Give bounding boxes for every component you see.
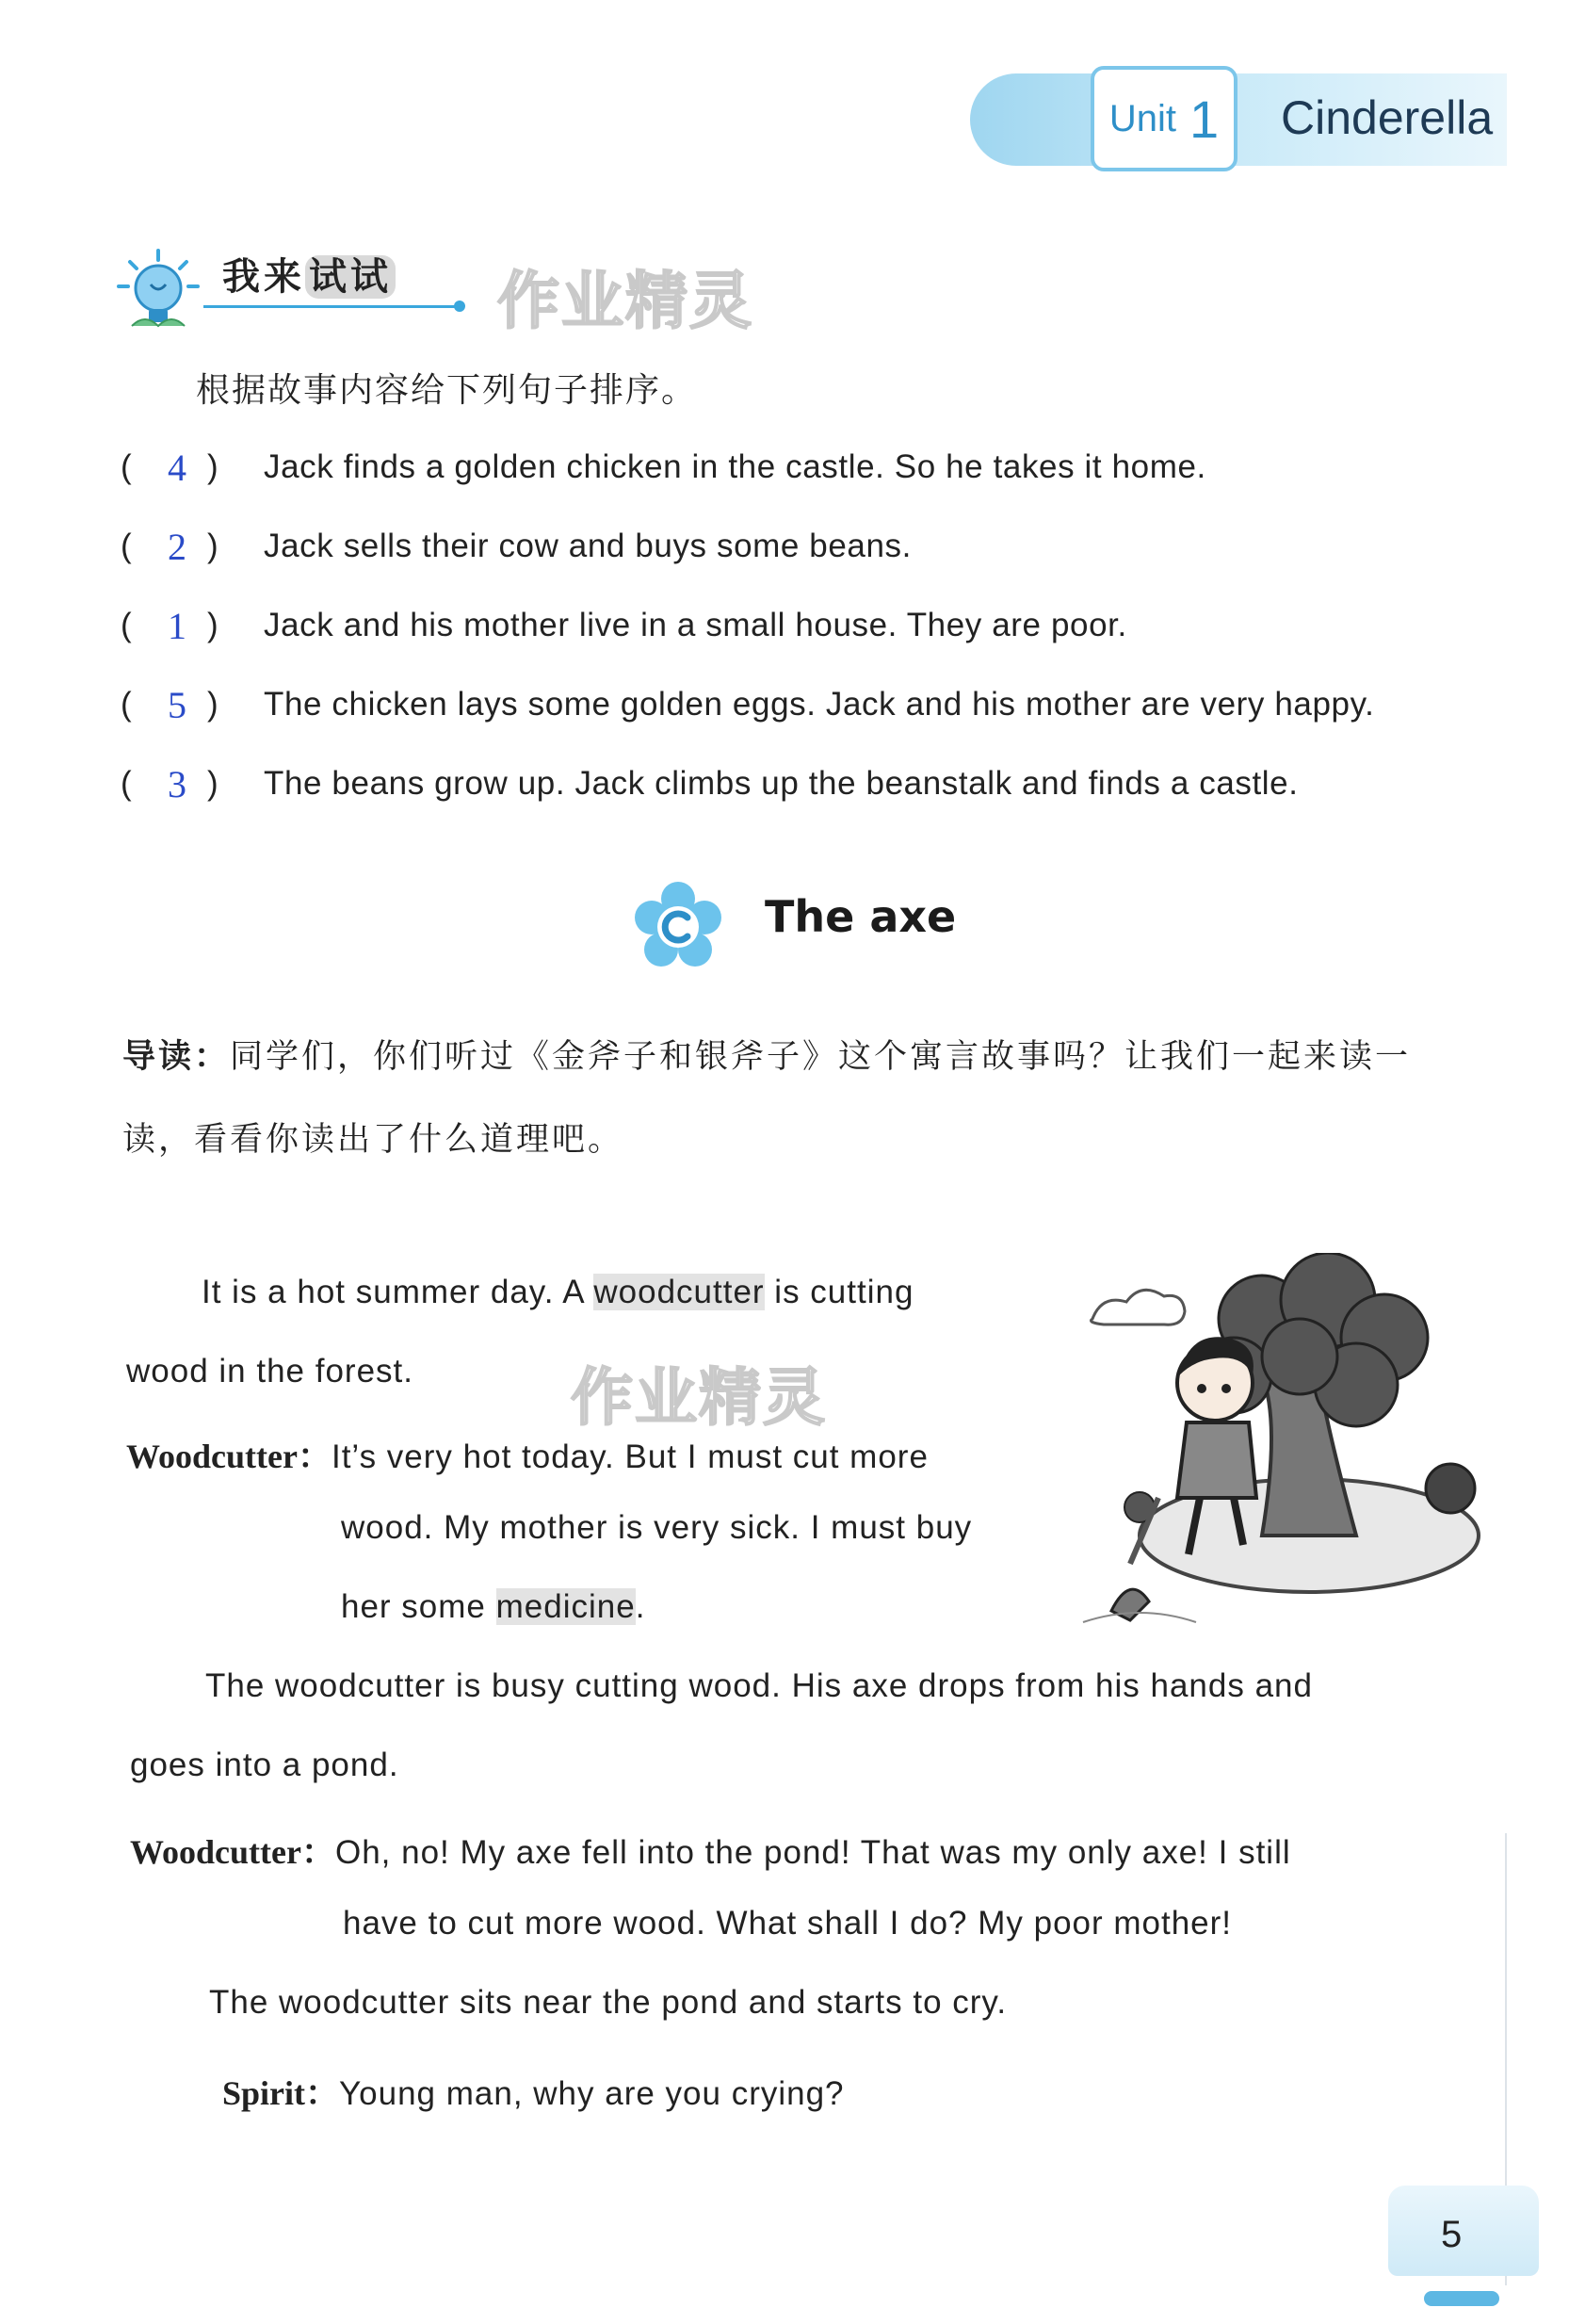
section-heading	[222, 247, 396, 301]
section-heading-part1: 我来	[222, 255, 305, 299]
answer-value: 3	[168, 762, 186, 805]
dialogue-line: have to cut more wood. What shall I do? My poor mother!	[343, 1905, 1233, 1942]
heading-underline	[203, 305, 460, 308]
story-line: wood in the forest.	[126, 1353, 413, 1390]
unit-badge	[1091, 66, 1237, 171]
speaker-name: Woodcutter：	[126, 1438, 332, 1475]
order-sentence: Jack and his mother live in a small house. They are poor.	[264, 607, 1127, 643]
vocab-highlight: medicine	[495, 1588, 636, 1625]
answer-value: 1	[168, 604, 186, 647]
watermark: 作业精灵	[571, 1361, 827, 1434]
dialogue-line: Woodcutter：It’s very hot today. But I must cut more	[126, 1438, 929, 1475]
order-item: ( 5 ) The chicken lays some golden eggs. Jack and his mother are very happy.	[121, 683, 1375, 726]
story-line: It is a hot summer day. A woodcutter is cutting	[202, 1274, 914, 1310]
order-item: ( 2 ) Jack sells their cow and buys some beans.	[121, 525, 912, 568]
instruction: 根据故事内容给下列句子排序。	[196, 371, 698, 410]
unit-number: 1	[1189, 89, 1220, 149]
dialogue-line: her some medicine.	[341, 1588, 646, 1625]
lightbulb-icon	[113, 247, 203, 337]
watermark: 作业精灵	[497, 265, 753, 337]
section-heading-part2: 试试	[305, 255, 396, 299]
unit-title: Cinderella	[1281, 91, 1494, 144]
story-line: goes into a pond.	[130, 1747, 399, 1783]
answer-value: 4	[168, 446, 186, 489]
flower-icon	[633, 880, 723, 970]
answer-value: 2	[168, 525, 186, 568]
order-sentence: The beans grow up. Jack climbs up the beanstalk and finds a castle.	[264, 765, 1299, 802]
intro-line: 读，看看你读出了什么道理吧。	[122, 1121, 624, 1159]
page-number-tab	[1388, 2186, 1539, 2276]
intro-text: 同学们，你们听过《金斧子和银斧子》这个寓言故事吗？让我们一起来读一	[230, 1038, 1412, 1076]
woodcutter-illustration	[1074, 1253, 1488, 1649]
dialogue-line: Woodcutter：Oh, no! My axe fell into the pond! That was my only axe! I still	[130, 1833, 1291, 1871]
unit-label: Unit	[1108, 97, 1176, 139]
page-number-base	[1424, 2291, 1499, 2306]
speaker-name: Spirit：	[222, 2074, 340, 2112]
order-item: ( 3 ) The beans grow up. Jack climbs up the beanstalk and finds a castle.	[121, 762, 1299, 805]
dialogue-line: Spirit：Young man, why are you crying?	[222, 2074, 845, 2112]
page-number: 5	[1441, 2214, 1463, 2255]
story-line: The woodcutter sits near the pond and starts to cry.	[209, 1984, 1008, 2021]
answer-value: 5	[168, 683, 186, 726]
heading-underline-dot	[454, 301, 465, 312]
speaker-name: Woodcutter：	[130, 1833, 335, 1871]
vocab-highlight: woodcutter	[593, 1274, 765, 1310]
order-sentence: The chicken lays some golden eggs. Jack and his mother are very happy.	[264, 686, 1375, 723]
intro-label: 导读：	[122, 1038, 231, 1076]
order-item: ( 1 ) Jack and his mother live in a small house. They are poor.	[121, 604, 1127, 647]
dialogue-line: wood. My mother is very sick. I must buy	[341, 1509, 973, 1546]
story-title: The axe	[765, 891, 957, 942]
order-item: ( 4 ) Jack finds a golden chicken in the castle. So he takes it home.	[121, 446, 1206, 489]
order-sentence: Jack sells their cow and buys some beans.	[264, 528, 912, 564]
story-line: The woodcutter is busy cutting wood. His axe drops from his hands and	[205, 1667, 1313, 1704]
order-sentence: Jack finds a golden chicken in the castle. So he takes it home.	[264, 448, 1206, 485]
intro-line	[122, 1031, 1469, 1078]
